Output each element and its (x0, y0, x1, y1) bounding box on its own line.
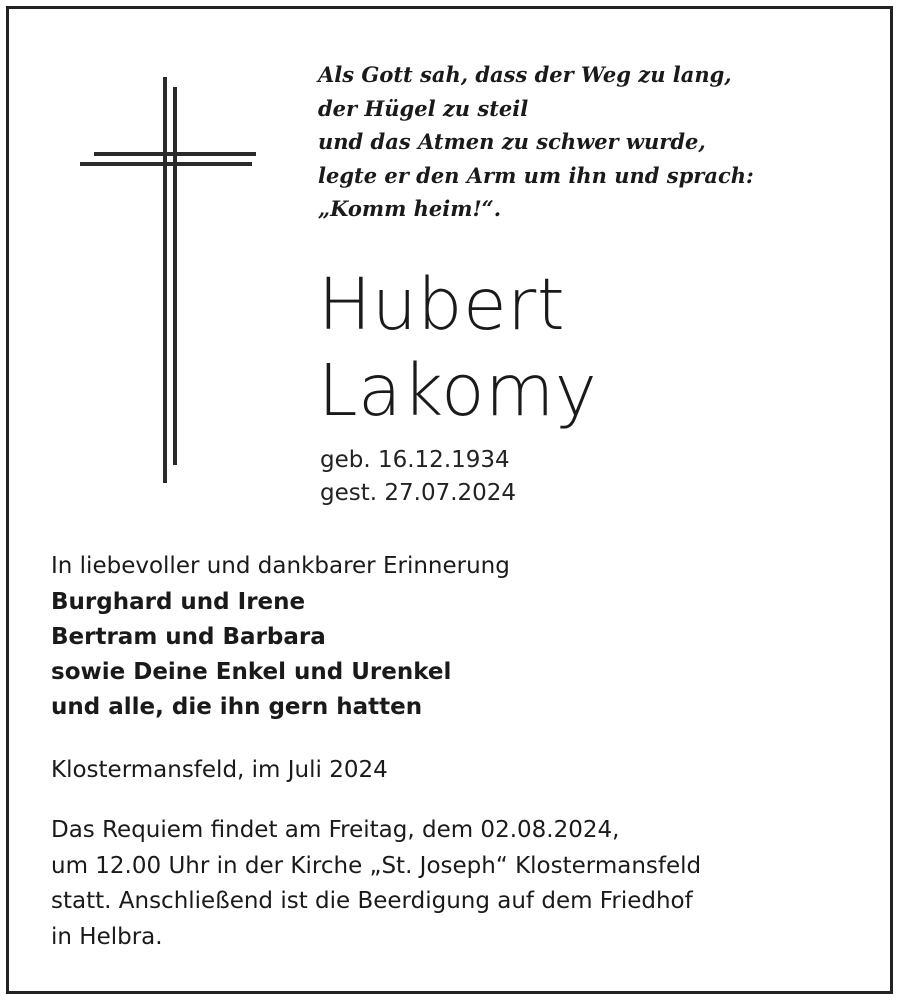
poem-line: legte er den Arm um ihn und sprach: (318, 162, 754, 188)
poem-line: Als Gott sah, dass der Weg zu lang, (318, 62, 732, 87)
poem (318, 58, 858, 226)
first-name: Hubert (318, 263, 566, 346)
deceased-name (318, 262, 597, 434)
mourner-line: und alle, die ihn gern hatten (51, 694, 423, 720)
poem-line: der Hügel zu steil (318, 95, 529, 121)
poem-line: und das Atmen zu schwer wurde, (318, 129, 706, 154)
requiem-line: in Helbra. (51, 923, 163, 950)
birth-date: geb. 16.12.1934 (320, 447, 510, 473)
place-date: Klostermansfeld, im Juli 2024 (51, 757, 388, 783)
mourner-line: sowie Deine Enkel und Urenkel (51, 659, 452, 685)
life-dates (320, 444, 516, 510)
requiem-line: Das Requiem findet am Freitag, dem 02.08.2024, (51, 817, 620, 843)
requiem-line: um 12.00 Uhr in der Kirche „St. Joseph“ Klostermansfeld (51, 852, 702, 879)
mourner-line: Burghard und Irene (51, 589, 306, 615)
mourners-intro: In liebevoller und dankbarer Erinnerung (51, 553, 510, 579)
requiem-line: statt. Anschließend ist die Beerdigung auf dem Friedhof (51, 888, 693, 914)
mourners-list (51, 585, 851, 725)
poem-line: „Komm heim!“. (318, 196, 502, 221)
cross-icon (76, 73, 258, 483)
mourner-line: Bertram und Barbara (51, 624, 326, 650)
requiem-info (51, 813, 851, 955)
death-date: gest. 27.07.2024 (320, 480, 517, 506)
last-name: Lakomy (318, 349, 598, 432)
